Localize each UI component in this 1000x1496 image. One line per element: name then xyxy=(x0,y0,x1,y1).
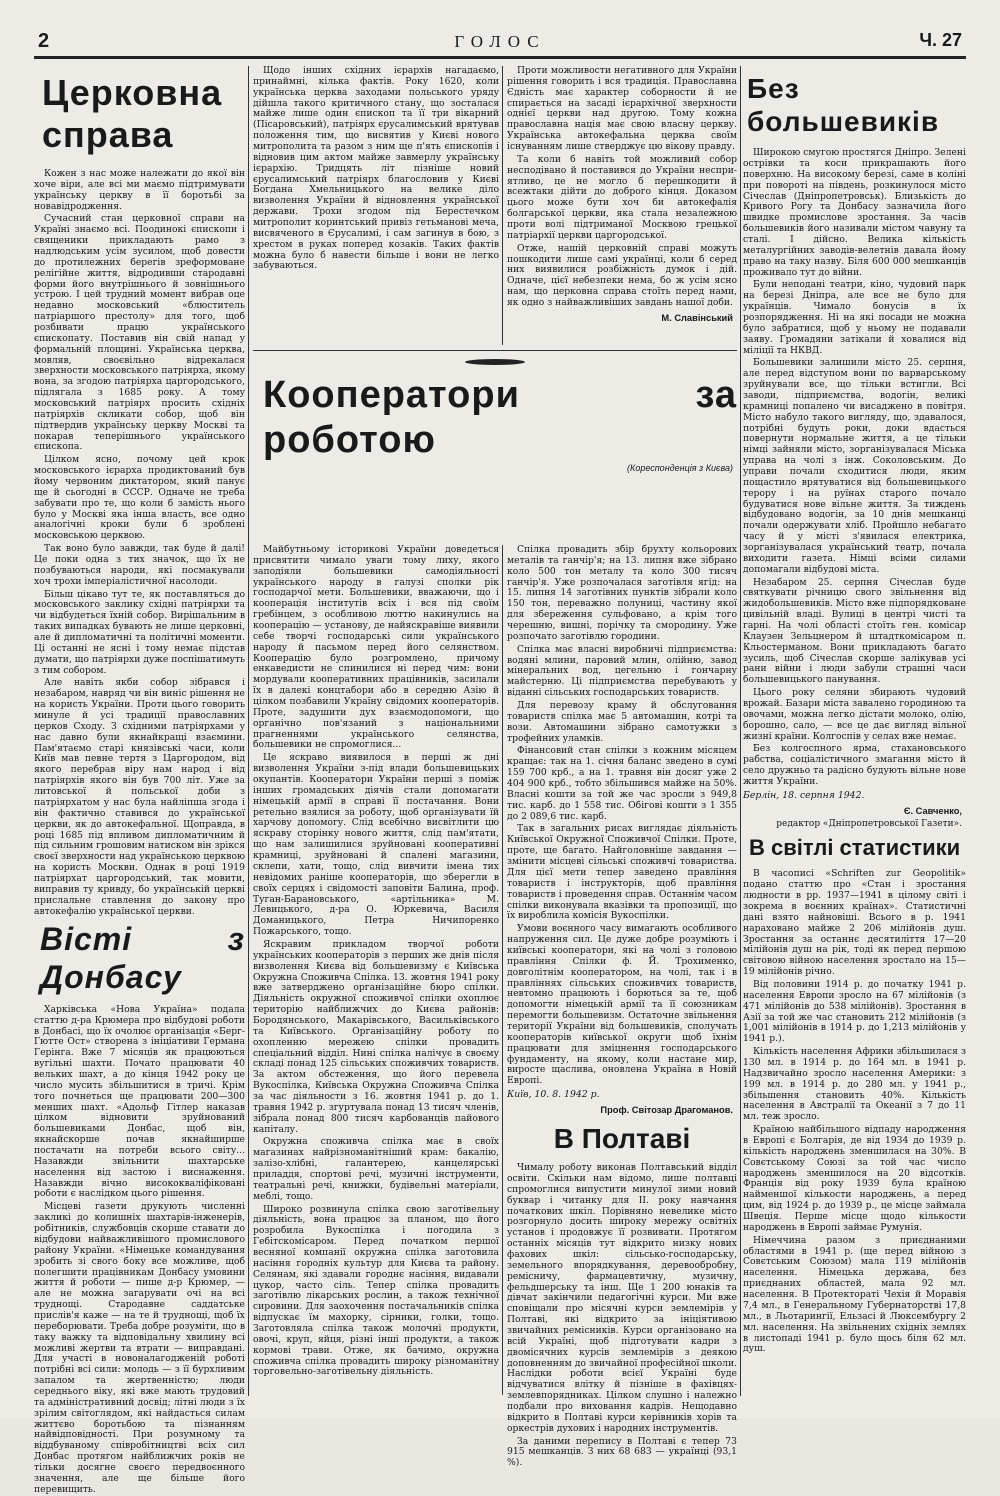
coop-paragraph: Спілка провадить збір брухту кольорових металів та ганчір'я; на 13. липня вже зібрано коло 500 тон металу та коло 300 тисяч ганчір'я. Уже розпочалася заготівля ягід: на 15. липня 14 заготівних пунктів зібрали коло 150 тон, переважно полуниці, частину якої для збереження сульфовано, а крім того черешню, вишні, порічку та смородину. Уже розпочато заготівлю городини. xyxy=(507,544,737,642)
bolsheviks-paragraph: Цього року селяни збирають чудовий врожай. Базари міста завалено городиною та овочами, можна легко дістати молоко, олію, борошно, сало, — все це дає вигляд вільної жизні країни. Колгоспів у селах вже немає. xyxy=(743,687,966,742)
column-divider xyxy=(502,66,503,345)
church-article-title: Церковна справа xyxy=(42,72,223,156)
donbas-article-title: Вісті з Донбасу xyxy=(40,921,245,996)
coop-paragraph: Окружна споживча спілка має в своїх магазинах найрізноманітніший крам: бакалію, залізо-хлібні, галантерею, канцелярські приладдя, спортові речі, музичні інструменти, театральні речі, книжки, будівельні матеріали, меблі, тощо. xyxy=(253,1136,499,1202)
coop-paragraph: Майбутньому історикові України доведеться присвятити чимало уваги тому лиху, якого заподіяли большевики самодіяльності українського народу в галузі сполки рік господарчої мети. Большевики, вважаючи, що і кооперація інститутів всіх і вся під своїм гребінцем, з особливою люттю накинулись на кооперацію — установу, де найяскравіше виявили себе творчі господарські сили українського народу й пасьмом перед його селянством. Кооперацію було розгромлено, причому енкаведисти не спинилися ні перед чим: вони мордували кооперативних працівників, засилали їх в далекі концтабори або в середню Азію й цілком позбавили Україну свідомих кооператорів. Проте, задушити дух взаємодопомоги, що органічно пов'язаний з національними прагненнями українського селянства, большевики не спромоглися... xyxy=(253,544,499,751)
coop-author: Проф. Світозар Драгоманов. xyxy=(600,1105,733,1116)
church-paragraph: Але навіть якби собор зібрався і незабаром, навряд чи він виніс рішення не на користь України. Проти цього говорить минуле й усі традиції православних церков Сходу. З східними патріярхами у нас давно були якнайкращі взаємини. Пам'ятаємо старі князівські часи, коли Київ мав певне тертя з Царгородом, від якого перебрав віру нам народ і від патріярхів якого він був 700 літ. Уже за литовської й польської доби з патріярхатом у нас була найліпша згода і він фактично ставився до української церкви, як до автокефальної. Щоправда, в році 1685 під впливом дипломатичним й під сильним грошовим натиском він зрікся своєї зверхности над українською церквою на користь Москви. Однак в році 1919 патріярхат царгородський, так мовити, виправив ту кривду, бо українській церкві прислальне ставлення до закону про автокефалію української церкви. xyxy=(34,677,245,917)
coop-paragraph: Для перевозу краму й обслуговання товариств спілка має 5 автомашин, котрі та вози. Автомашини зібрано самотужки з трофейних уламків. xyxy=(507,700,737,744)
statistics-paragraph: Країною найбільшого відпаду народження в Европі є Болгарія, де від 1934 до 1939 р. кількість народжень зменшилася на 30%. В Совєтському Союзі за той час число народжень зменшилося на 20 відсотків. Франція від року 1939 була країною найменшої кількости народжень, а перед цим, від 1924 р. до 1939 р., це місце займала Швеція. Перше місце щодо кількости народжень в Европі займає Румунія. xyxy=(743,1124,966,1233)
bolsheviks-paragraph: Без колгоспного ярма, стахановського рабства, соціалістичного змагання місто й село дружньо та радісно будують вільне нове життя України. xyxy=(743,743,966,788)
section-rule xyxy=(253,350,737,351)
coop-left-column xyxy=(253,545,499,1395)
column-3-top xyxy=(507,66,737,345)
church-paragraph: Більш цікаво тут те, як поставляться до московського заклику східні патріярхи та чи відбудеться їхній собор. Вирішальним в таких випадках бувають не лише церковні, але й дипломатичні та політичні моменти. Ці останні не ясні і тому немає підстав думати, що патріярхи дуже поспішатимуть з тим собором. xyxy=(34,588,245,676)
donbas-paragraph: Харківська «Нова Україна» подала статтю д-ра Крюмера про відбудові роботи в Донбасі, що їх очолює організація «Берг-Гютте Ост» створена з ініціативи Германа Герінга. Вже 7 місяців як працюються вугільні шахти. Почато працювати 40 вельких шахт, а до кінця 1942 року це число мусить збільшитися в тричі. Крім того почнеться ще працювати 200—300 менших шахт. «Адольф Гітлер наказав цілком відновити зруйнований большевиками Донбас, щоб він, якнайскорше почав якнайширше постачати на потреби всього світу... Назавжди звільнити шахтарське населення від застою і виснаження. Назавжди вічно висококваліфіковані роботи є наслідком цього рішення. xyxy=(34,1003,245,1200)
donbas-article-body xyxy=(34,1005,245,1496)
church-end-paragraph: Та коли б навіть той можливий собор несподівано й поставився до України несприятливо, це не могло б перешкодити й всежтаки дійти до доброго кінця. Доказом цього може бути хоч би автокефалія болгарської церкви, яка стала незалежною проти волі підтриманої Москвою грецької патріархії церкви царгородської. xyxy=(507,153,737,241)
church-continuation-paragraph: Щодо інших східних ієрархів нагадаємо, принаймні, кілька фактів. Року 1620, коли українська церква заходами польського уряду дійшла такого критичного стану, що зосталася майже лише один єпископ та її три вікарний (Пісаровський), патріярх єрусалимський врятував положення тим, що висвятив у Києві нового митрополита та разом з ним ще п'ять єпископів і відновив цим актом майже завмерлу українську ієрархію. Тридцять літ пізніше новий єрусалимський патріярх благословив у Києві Богдана Хмельницького на велике діло визволення України й відновлення української держави. Трохи згодом під Берестечком митрополит коринтський привіз гетьманові меча, висвяченого в Єрусалимі, і сам загинув в бою, з хрестом в руках поперед козаків. Таких фактів можна було б навести більше і вони не легко забуваються. xyxy=(253,65,499,272)
newspaper-title: ГОЛОС xyxy=(454,32,546,51)
poltava-article-title: В Полтаві xyxy=(553,1123,691,1155)
church-end-paragraph: Отже, нашій церковній справі можуть пошкодити лише самі українці, коли б серед них виявилися розбіжність думок і дій. Одначе, цієї небезпеки нема, бо ж усім ясно нам, що церковна справа стоїть перед нами, як одно з найважливіших завдань нашої доби. xyxy=(507,242,737,309)
coop-paragraph: Умови воєнного часу вимагають особливого напруження сил. Це дуже добре розуміють і київські кооператори, які на чолі з головою правління Спілки ф. Й. Трохименко, довголітнім кооператором, на чолі, так і в правліннях сільських споживчих товариств, невтомно працюють і борються за те, щоб допомогти німецькій армії та її союзникам перемогти большевизм. Остаточне звільнення території України від большевиків, сполучать кооператорів київської округи щоб їхнім працювати для зміцнення господарського фундаменту, на якому, коли настане мир, виросте щаслива, оновлена Україна в Новій Европі. xyxy=(507,923,737,1087)
bolsheviks-paragraph: Широкою смугою простягся Дніпро. Зелені острівки та коси прикрашають його поверхню. На високому березі, саме в коліні при повороті на південь, розкинулося місто Січеслав (Дніпропетровськ). Близькість до Кривого Рогу та Донбасу зазначила його швидке промислове зростання. За часів большевиків його називали містом чавуну та сталі. І дійсно. Велика кількість металургійних заводів-велетнів давала йому право на таку назву. Біля 600 000 мешканців проживало тут до війни. xyxy=(743,147,966,278)
bolsheviks-paragraph: Незабаром 25. серпня Січеслав буде святкувати річницю свого звільнення від жидобольшевиків. Місто вже підпорядковане цивільній владі. Вулиці в центрі чисті та гарні. На чолі області стоїть ген. комісар Клаузен Зельцнером й штадткомісаром п. Кльостерманом. Вони прикладають багато зусиль, щоб Січеслав скорше залікував усі рани війни і люди забули страшні часи большевицького панування. xyxy=(743,576,966,686)
church-end-paragraph: Проти можливости негативного для України рішення говорить і вся традиція. Православна Єдність має характер соборности й не спирається на засаді ієрархічної зверхности однієї церкви над другою. Тому кожна православна нація має свою власну церкву. Українська автокефальна церква своїм існуванням лише стверджує цю вікову правду. xyxy=(507,65,737,153)
bolsheviks-paragraph: Були неподані театри, кіно, чудовий парк на березі Дніпра, але все не було для українців. Чимало бонусів в їх розпорядження. Ні на які посади не можна було забратися, щоб у ньому не подавали заяву. Громадяни затікали й ховалися від міліції та НКВД. xyxy=(743,279,966,356)
column-4 xyxy=(743,66,966,1396)
column-1 xyxy=(34,66,245,1495)
coop-dateline: Київ, 10. 8. 1942 р. xyxy=(507,1089,600,1101)
coop-paragraph: Широко розвинула спілка свою заготівельну діяльність, вона працює за планом, що його розробила Вукоспілка і погодила з Гебітскомісаром. Перед початком першої весняної компанії окружна спілка заготовила насіння городніх культур для Києва та району. Селянам, які здавали городнє насіння, видавали цукор, часто сіль. Тепер спілка провадить заготівлю лікарських рослин, а також технічної сировини. Для заохочення постачальників спілка відпускає їм махорку, сірники, голки, тощо. Заготовляла спілка також молочні продукти, овочі, круп, яйця, різні інші продукти, а також кормові трави. Отже, як бачимо, окружна споживча спілка провадить широку різноманітну торговельно-заготівельну діяльність. xyxy=(253,1203,499,1378)
coop-article-title: Кооператори за роботою xyxy=(263,374,737,461)
coop-paragraph: Спілка має власні виробничі підприємства: водяні млини, паровий млин, олійню, завод мінеральних вод, цегельню і гончарну майстерню. Ці підприємства перебувають у віданні сільських господарських товариств. xyxy=(507,643,737,699)
page-number: 2 xyxy=(38,30,50,52)
donbas-paragraph: Місцеві газети друкують численні закликі до колишніх шахтарів-інженерів, робітників, службовців скорше ставати до відбудови найважливішого промислового району України. «Німецьке командування зробить зі свого боку все можливе, щоб полегшити працівникам Донбасу умовини життя й роботи — пише д-р Крюмер, — але не можна загарувати очі на всі труднощі. Стародавне саддатське прислів'я каже — на те й труднощі, щоб їх переборювати. Треба добре розуміти, що в таку важку та відповідальну хвилину всі можливі жертви та втрати — виправдані. Для участі в новоналагодженій роботі потрібні всі сили: молодь — з її бурхливим запалом та жертвенністю; люди середнього віку, які вже мають трудовий та адміністративний досвід; літні люди з їх зрілим світоглядом, які найдасться силам життєво боротьбою та пізнанням найвідповідності. При розумному та віддбуваному співробітництві всіх сил Донбас протягом найближчих років не тільки досягне своєго передвоєнного значення, але ще більше його перевищить. xyxy=(34,1201,245,1495)
coop-paragraph: Це яскраво виявилося в перші ж дні визволення України з-під влади большевицьких окупантів. Кооператори України перші з поміж інших громадських діячів стали допомагати німецькій армії в справі її постачання. Вони ретельно взялися за роботу, щоб організувати їй харчову допомогу. Слід всебічно висвітлити цю яскраву сторінку нового життя, слід пам'ятати, що нам залишилися зруйновані кооперативні крамниці, зруйновані й спалені магазини, склепи, хати, тощо, слід вивчити імена тих невідомих раніше кооператорів, що зберегли в своїх серцях і свідомості заповіти Балина, проф. Туган-Барановського, «артільника» М. Левицького, д-ра О. Юркевича, Василя Доманицького, Петра Ничипоренко Пожарського, тощо. xyxy=(253,752,499,938)
church-paragraph: Кожен з нас може належати до якої він хоче віри, але всі ми маємо підтримувати українську церкву в її боротьбі за новавідродження. xyxy=(34,167,245,212)
church-article-body xyxy=(34,169,245,917)
bolsheviks-paragraph: Большевики залишили місто 25. серпня, але перед відступом вони по варварському зруйнували все, що тільки встигли. Всі заводи, підприємства, водогін, великі крамниці попалено чи висаджено в повітря. Місто набуло такого вигляду, що, здавалося, потрібні будуть роки, доки вдасться повернути нормальне життя, а це тільки німці зайняли місто, зорганізувалася Міська управа на чолі з інж. Соколовським. До управи почали сходитися люди, яким пощастило врятуватися від большевицького терору і на руїнах старого почало будуватися нове вільне життя. За тиждень відбудовано водогін, за 10 днів мешканці почали одержувати хліб. Пройшло небагато часу й у місті з'явилася електрика, зорганізувалася український театр, почала виходити газета. Німці всіми силами допомагали відбудові міста. xyxy=(743,357,966,575)
coop-paragraph: Так в загальних рисах виглядає діяльність Київської Окружної Споживчої Спілки. Проте, проте, ще багато. Найголовніше завдання — змінити місцеві сільські споживчі товариства. Для цієї мети тепер заведено правління товариств і інструкторів, щоб правління товариств і проведення справ. Останнім часом спілки виконувала вказівки та пропозиції, що їх вироблила комісія Вукоспілки. xyxy=(507,823,737,922)
column-2-top xyxy=(253,66,499,345)
statistics-paragraph: В часописі «Schriften zur Geopolitik» подано статтю про «Стан і зростання людности в рр. 1937—1941 в цілому світі і зокрема в воєнних країнах». Статистичні дані взято найновіші. Всього в р. 1941 нараховано майже 2 206 мілійонів душ. Зростання за останнє десятиліття 17—20 мілійонів душ на рік, тоді як перед першою світовою війною населення зростало на 15—19 мілійонів річно. xyxy=(743,868,966,978)
bolsheviks-author-role: редактор «Дніпропетровської Газети». xyxy=(776,818,962,829)
coop-subtitle: (Кореспонденція з Києва) xyxy=(627,462,733,473)
masthead xyxy=(34,30,966,59)
statistics-article-title: В світлі статистики xyxy=(749,835,961,861)
church-author: М. Славінський xyxy=(661,312,733,323)
bolsheviks-dateline: Берлін, 18. серпня 1942. xyxy=(743,789,865,801)
column-divider xyxy=(502,545,503,1395)
church-paragraph: Так воно було завжди, так буде й далі! Це поки одна з тих значок, що їх не позбуваються народи, які посмакували хоч трохи імперіалістичної насолоди. xyxy=(34,543,245,587)
column-divider xyxy=(248,66,249,1396)
issue-number: Ч. 27 xyxy=(919,30,962,50)
poltava-paragraph: За даними перепису в Полтаві є тепер 73 915 мешканців. З них 68 683 — українці (93,1 %). xyxy=(507,1435,737,1469)
coop-paragraph: Яскравим прикладом творчої роботи українських кооператорів з перших же днів після визволення Києва від большевизму є Київська Окружна Споживча Спілка. 13. жовтня 1941 року вже затверджено організаційне бюро спілки. Діяльність окружної споживчої спілки охоплює територію найближчих до Києва районів: Бородянського, Макарівського, Васильківського та Київського. Організаційну роботу по охопленню мережею спілки провадить спеціальний відділ. Нині спілка налічує в своєму складі понад 125 сільських споживчих товариств. За актом обстеження, що його перевела Вукоспілка, Київська Окружна Споживча Спілка за час діяльности з 16. жовтня 1941 р. до 1. травня 1942 р. згуртувала понад 13 тисяч членів, зібрала понад 800 тисяч карбованців пайового капіталу. xyxy=(253,938,499,1135)
column-divider xyxy=(740,66,741,1396)
coop-header xyxy=(253,355,737,545)
coop-right-column xyxy=(507,544,737,1469)
ornament-divider xyxy=(465,359,525,365)
bolsheviks-author: Є. Савченко, xyxy=(903,805,962,816)
statistics-paragraph: Німеччина разом з приєднаними областями в 1941 р. (ще перед війною з Совєтським Союзом) мала 119 мілійонів населення. Німецька держава, без приєднаних областей, мала 92 мл. населення. В Протектораті Чехія й Моравія 7,4 мл., в Генеральному Губернаторстві 17,8 мл., в Льотарингії, Ельзасі й Люксембургу 2 мл. населення. На звільнених східніх землях в листопаді 1941 р. було щось біля 62 мл. душ. xyxy=(743,1234,966,1355)
bolsheviks-article-title: Без большевиків xyxy=(747,73,940,138)
statistics-paragraph: Кількість населення Африки збільшилася з 130 мл. в 1914 р. до 164 мл. в 1941 р. Надзвичайно зросло населення Америки: з 199 мл. в 1914 р. до 280 мл. у 1941 р., збільшення становить 40%. Кількість населення в Австралії та Океанії з 7 до 11 мл. теж зросло. xyxy=(743,1046,966,1123)
coop-paragraph: Фінансовий стан спілки з кожним місяцем кращає: так на 1. січня баланс зведено в сумі 159 700 крб., а на 1. травня він досяг уже 2 404 900 крб., тобто збільшився майже на 50%. Власні кошти за той же час зросли з 949,8 тис. карб. до 1 558 тис. Обігові кошти з 1 355 до 2 089,6 тис. карб. xyxy=(507,745,737,822)
poltava-paragraph: Чималу роботу виконав Полтавський відділ освіти. Скільки нам відомо, лише полтавці спромоглися випустити минулої зими новий буквар і читанку для II. року навчання початкових шкіл. Порівняно невелике місто розгорнуло досить широку мережу освітніх установ і продовжує її розвивати. Протягом останніх місяців тут відкрито низку нових фахових шкіл: сільсько-господарську, земельного впорядкування, деревообробну, ремісничу, фармацевтичну, музичну, фельдшерську та інш. Ще 1 200 юнаків та дівчат закінчили педагогічні курси. Ми вже сповіщали про місячні курси землемірів у Полтаві, які відкрито за ініціятивою звичайних ремісників. Курси організовано на всій Україні, щоб підготувати кадри з двомісячних курсів землемірів з деякою доповненням до звичайної професійної школи. Наслідки роботи всієї Україні буде відчуватися влітку й пізніше в фахівцях-землевпорядниках. Цілком слушно і належно подбали про виховання кадрів. Нещодавно відкрито в Полтаві курси керівників хорів та оркестрів духових і народних інструментів. xyxy=(507,1162,737,1434)
church-paragraph: Сучасний стан церковної справи на Україні знаємо всі. Поодинокі єпископи і священики прикладають рамо з надлюдським усім зусилом, щоб довести до протилежних берегів зреформоване релігійне життя, відродивши стародавні форми його внутрішнього й зовнішнього устрою. І цей трудний момент вибрав оце недавно московський «блюститель патріаршого престолу» для того, щоб розбивати працю українського єпископату. Поставив він свій напад у формальній площині. Українська церква, мовляв, своєвільно відрекалася зверхности московського патріярха, якому вона, за згодою патріярха царгородського, підлягала з 1685 року. А тому московський патріярх просить східніх патріярхів скликати собор, щоб він підтвердив українську церкву Москві та покарав теперішнього українського єпископа. xyxy=(34,213,245,453)
church-paragraph: Цілком ясно, почому цей крок московського ієрарха продиктований був йому червоним диктатором, який панує ще й сьогодні в СССР. Одначе не треба забувати про те, що коли б замість нього було у Москві яка інша власть, все одно аналогічні кроки були б зроблені московською церквою. xyxy=(34,454,245,542)
statistics-paragraph: Від половини 1914 р. до початку 1941 р. населення Европи зросло на 67 мілійонів (з 471 мілійонів до 538 мілійонів). Зростання в Азії за той же час становить 212 мілійонів (з 1,001 мілійонів в 1914 р. до 1,213 мілійонів у 1941 р.). xyxy=(743,979,966,1045)
